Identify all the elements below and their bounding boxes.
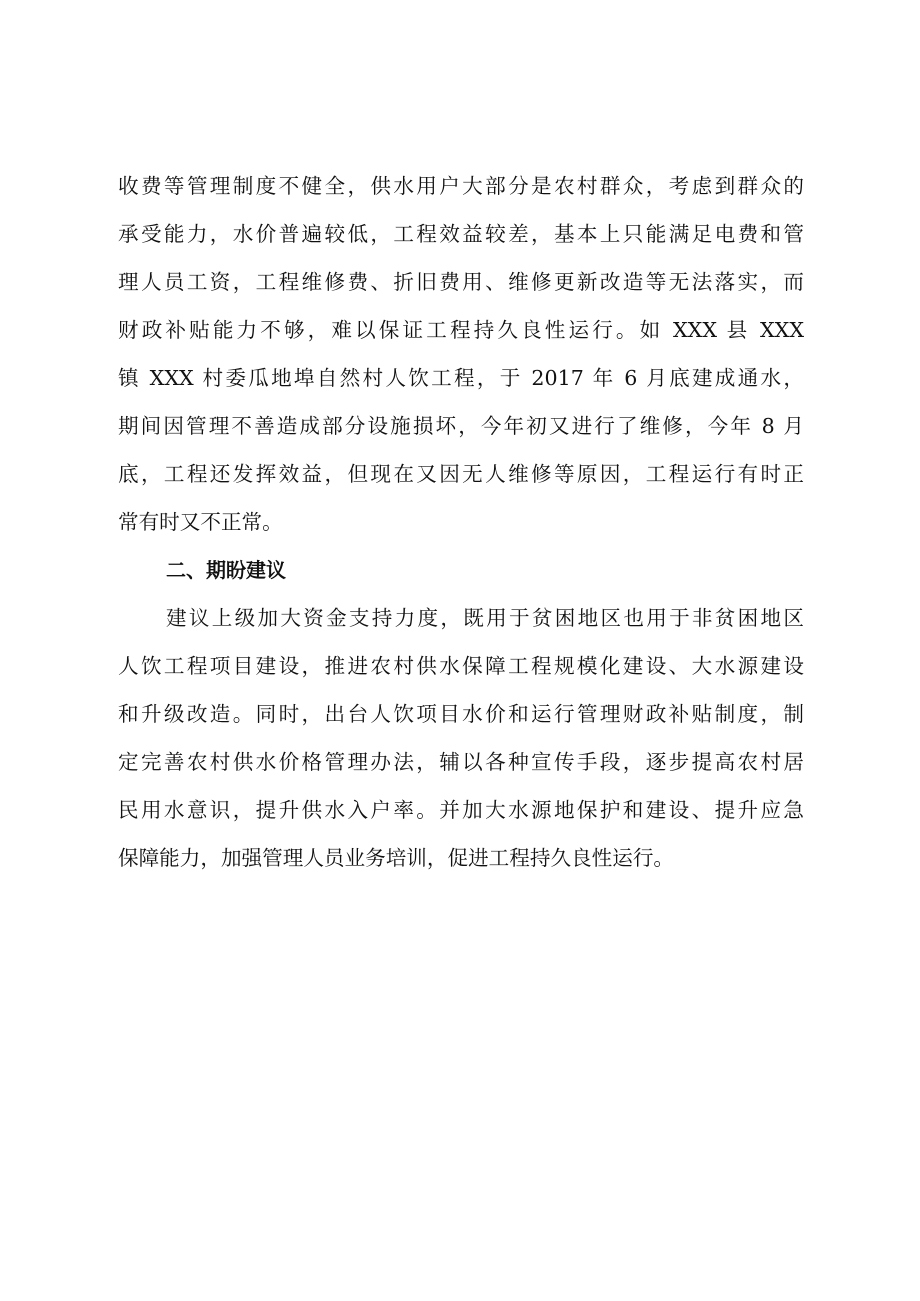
paragraph-line: 底，工程还发挥效益，但现在又因无人维修等原因，工程运行有时正 xyxy=(118,462,804,486)
document-page xyxy=(118,162,804,882)
paragraph-line: 承受能力，水价普遍较低，工程效益较差，基本上只能满足电费和管 xyxy=(118,222,804,246)
paragraph-line: 理人员工资，工程维修费、折旧费用、维修更新改造等无法落实，而 xyxy=(118,270,804,294)
paragraph-line: 收费等管理制度不健全，供水用户大部分是农村群众，考虑到群众的 xyxy=(118,174,804,198)
paragraph-line: 财政补贴能力不够，难以保证工程持久良性运行。如 XXX 县 XXX xyxy=(118,318,804,342)
paragraph-continuation xyxy=(118,162,804,546)
paragraph-line: 民用水意识，提升供水入户率。并加大水源地保护和建设、提升应急 xyxy=(118,798,804,822)
paragraph-line: 常有时又不正常。 xyxy=(118,510,283,534)
section-heading: 二、期盼建议 xyxy=(166,558,286,582)
paragraph-line: 和升级改造。同时，出台人饮项目水价和运行管理财政补贴制度，制 xyxy=(118,702,804,726)
paragraph-line: 期间因管理不善造成部分设施损坏，今年初又进行了维修，今年 8 月 xyxy=(118,414,804,438)
paragraph-line: 建议上级加大资金支持力度，既用于贫困地区也用于非贫困地区 xyxy=(166,606,804,630)
paragraph-suggestions xyxy=(118,594,804,882)
paragraph-line: 镇 XXX 村委瓜地埠自然村人饮工程，于 2017 年 6 月底建成通水， xyxy=(118,366,804,390)
paragraph-line: 人饮工程项目建设，推进农村供水保障工程规模化建设、大水源建设 xyxy=(118,654,804,678)
paragraph-line: 保障能力，加强管理人员业务培训，促进工程持久良性运行。 xyxy=(118,846,675,870)
paragraph-line: 定完善农村供水价格管理办法，辅以各种宣传手段，逐步提高农村居 xyxy=(118,750,804,774)
